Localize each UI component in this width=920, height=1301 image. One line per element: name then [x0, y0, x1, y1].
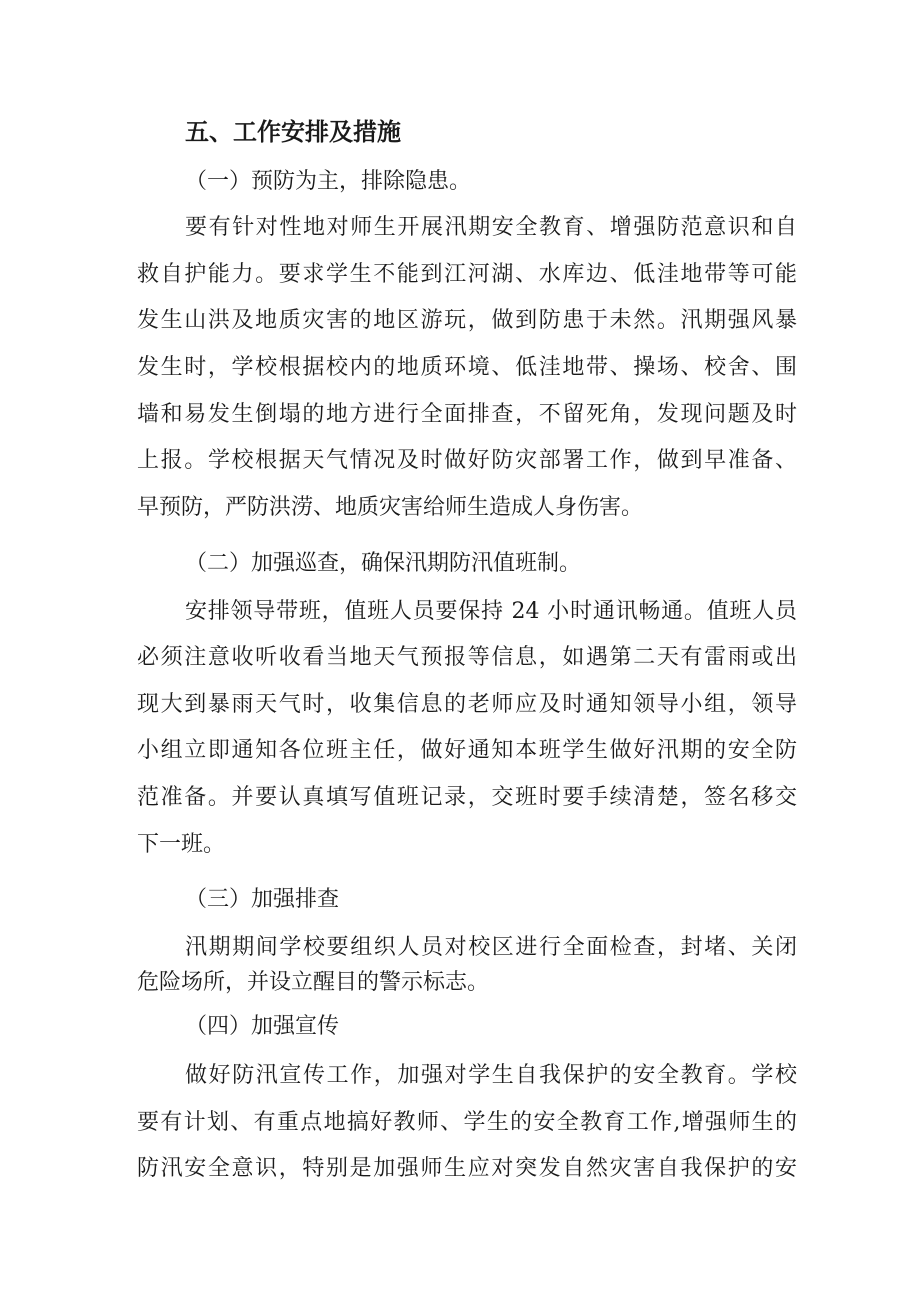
paragraph-line: 必须注意收听收看当地天气预报等信息，如遇第二天有雷雨或出: [137, 645, 797, 670]
paragraph-line: 要有计划、有重点地搞好教师、学生的安全教育工作,增强师生的: [137, 1110, 797, 1135]
subsection-heading-1: （一）预防为主，排除隐患。: [185, 169, 472, 194]
subsection-heading-4: （四）加强宣传: [185, 1014, 340, 1039]
paragraph-line: 危险场所，并设立醒目的警示标志。: [137, 970, 490, 995]
paragraph-line: 墙和易发生倒塌的地方进行全面排查，不留死角，发现问题及时: [137, 402, 797, 427]
paragraph-line: 安排领导带班，值班人员要保持 24 小时通讯畅通。值班人员: [185, 599, 797, 624]
paragraph-line: 早预防，严防洪涝、地质灾害给师生造成人身伤害。: [137, 495, 644, 520]
paragraph-line: 现大到暴雨天气时，收集信息的老师应及时通知领导小组，领导: [137, 692, 797, 717]
paragraph-line: 做好防汛宣传工作，加强对学生自我保护的安全教育。学校: [185, 1063, 797, 1088]
paragraph-line: 救自护能力。要求学生不能到江河湖、水库边、低洼地带等可能: [137, 262, 797, 287]
paragraph-line: 要有针对性地对师生开展汛期安全教育、增强防范意识和自: [185, 215, 797, 240]
paragraph-line: 汛期期间学校要组织人员对校区进行全面检查，封堵、关闭: [185, 935, 797, 960]
subsection-heading-2: （二）加强巡查，确保汛期防汛值班制。: [185, 551, 582, 576]
paragraph-line: 发生时，学校根据校内的地质环境、低洼地带、操场、校舍、围: [137, 355, 797, 380]
paragraph-line: 防汛安全意识，特别是加强师生应对突发自然灾害自我保护的安: [137, 1156, 797, 1181]
paragraph-line: 发生山洪及地质灾害的地区游玩，做到防患于未然。汛期强风暴: [137, 308, 797, 333]
subsection-heading-3: （三）加强排查: [185, 887, 340, 912]
paragraph-line: 小组立即通知各位班主任，做好通知本班学生做好汛期的安全防: [137, 738, 797, 763]
paragraph-line: 范准备。并要认真填写值班记录，交班时要手续清楚，签名移交: [137, 785, 797, 810]
paragraph-line: 下一班。: [137, 832, 226, 857]
paragraph-line: 上报。学校根据天气情况及时做好防灾部署工作，做到早准备、: [137, 448, 797, 473]
section-title: 五、工作安排及措施: [185, 118, 401, 146]
